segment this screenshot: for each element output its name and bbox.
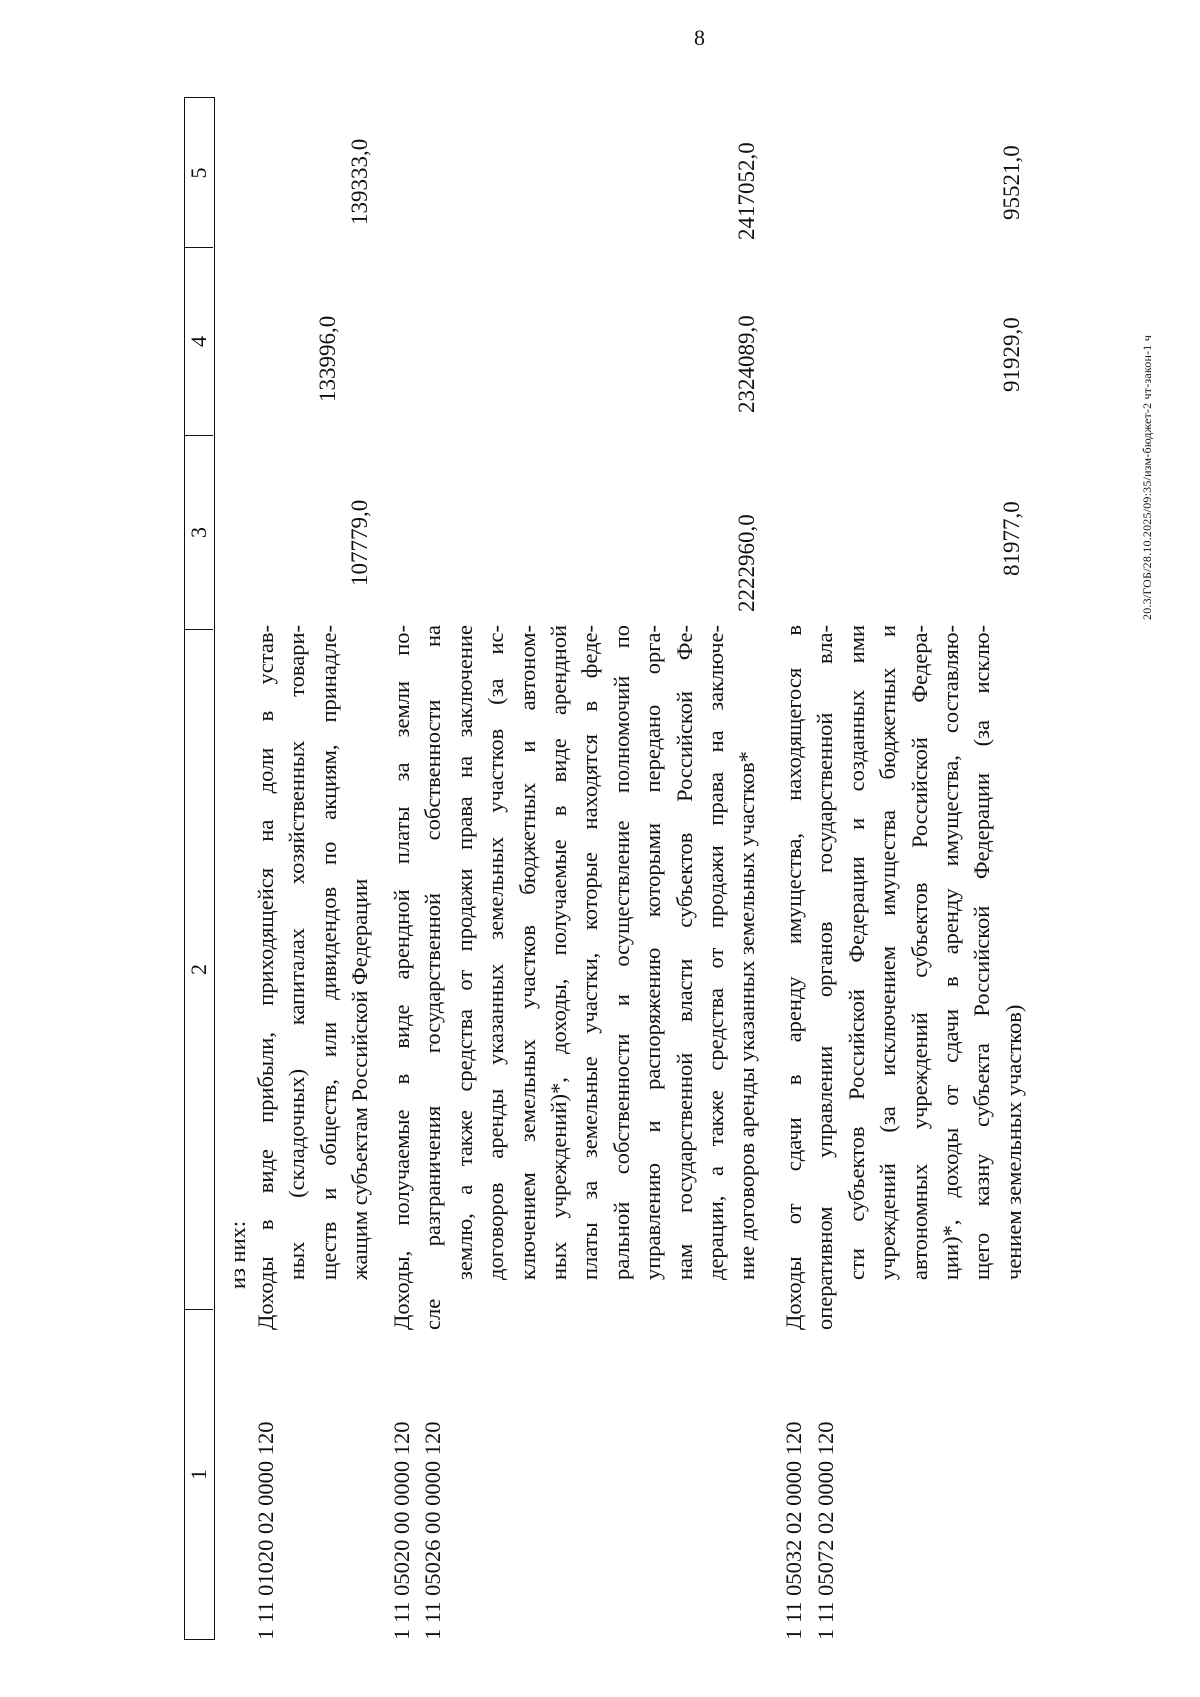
row-2-col-5: 2417052,0 <box>734 142 759 240</box>
desc-line: дерации, а также средства от продажи права на заключе- <box>703 625 729 1280</box>
header-col-1: 1 <box>185 1309 213 1639</box>
row-2-col-4: 2324089,0 <box>734 315 759 413</box>
desc-line: автономных учреждений субъектов Российской Федера- <box>906 625 932 1280</box>
row-1-code-1: 1 11 01020 02 0000 120 <box>253 1421 278 1640</box>
desc-line: платы за земельные участки, которые находятся в феде- <box>577 625 603 1280</box>
row-1-col-3: 107779,0 <box>347 499 372 586</box>
desc-line: оперативном управлении органов государственной вла- <box>812 625 838 1330</box>
row-3-code-2: 1 11 05072 02 0000 120 <box>813 1421 838 1640</box>
desc-line: ществ и обществ, или дивидендов по акциям, принадле- <box>315 625 341 1280</box>
desc-line: Доходы в виде прибыли, приходящейся на доли в устав- <box>253 625 278 1330</box>
desc-line: учреждений (за исключением имущества бюджетных и <box>875 625 901 1280</box>
desc-line: договоров аренды указанных земельных участков (за ис- <box>483 625 509 1280</box>
desc-line: жащим субъектам Российской Федерации <box>347 878 373 1280</box>
desc-line: землю, а также средства от продажи права на заключение <box>451 625 477 1280</box>
page-number: 8 <box>694 25 705 50</box>
desc-line: нам государственной власти субъектов Российской Фе- <box>671 625 697 1280</box>
header-col-3: 3 <box>185 435 213 629</box>
header-col-5: 5 <box>186 167 211 179</box>
header-col-4: 4 <box>185 247 213 435</box>
desc-line: ние договоров аренды указанных земельных участков* <box>734 751 760 1280</box>
rotated-budget-table <box>184 75 1084 1640</box>
desc-line: Доходы, получаемые в виде арендной платы за земли по- <box>389 625 414 1330</box>
row-1-col-4: 133996,0 <box>315 315 340 402</box>
row-2-description <box>386 625 763 1330</box>
row-3-code-1: 1 11 05032 02 0000 120 <box>781 1421 806 1640</box>
row-3-description <box>778 625 1029 1330</box>
desc-line: сти субъектов Российской Федерации и созданных ими <box>843 625 869 1280</box>
row-1-description <box>250 625 376 1330</box>
row-3-col-5: 95521,0 <box>999 145 1024 220</box>
desc-line: ных учреждений)*, доходы, получаемые в виде арендной <box>546 625 572 1280</box>
desc-line: сле разграничения государственной собственности на <box>420 625 446 1330</box>
desc-line: ции)*, доходы от сдачи в аренду имущества, составляю- <box>938 625 964 1280</box>
row-2-col-3: 2222960,0 <box>734 514 759 612</box>
header-col-2: 2 <box>185 629 213 1309</box>
desc-line: ральной собственности и осуществление полномочий по <box>608 625 634 1280</box>
desc-line: щего казну субъекта Российской Федерации (за исклю- <box>969 625 995 1280</box>
desc-line: ключением земельных участков бюджетных и автоном- <box>514 625 540 1280</box>
desc-line: управлению и распоряжению которыми передано орга- <box>640 625 666 1280</box>
row-1-col-5: 139333,0 <box>347 138 372 225</box>
table-header <box>184 97 215 1640</box>
row-2-code-1: 1 11 05020 00 0000 120 <box>389 1421 414 1640</box>
desc-line: ных (складочных) капиталах хозяйственных товари- <box>284 625 310 1280</box>
row-3-col-3: 81977,0 <box>999 501 1024 576</box>
footer-document-code: 20.3/ГОБ/28.10.2025/09:35/изм-бюджет-2 чт-закон-1 ч <box>1140 335 1154 620</box>
subheading: из них: <box>225 1220 250 1289</box>
row-2-code-2: 1 11 05026 00 0000 120 <box>420 1421 445 1640</box>
desc-line: чением земельных участков) <box>1000 1004 1026 1280</box>
row-3-col-4: 91929,0 <box>999 317 1024 392</box>
desc-line: Доходы от сдачи в аренду имущества, находящегося в <box>781 625 806 1330</box>
